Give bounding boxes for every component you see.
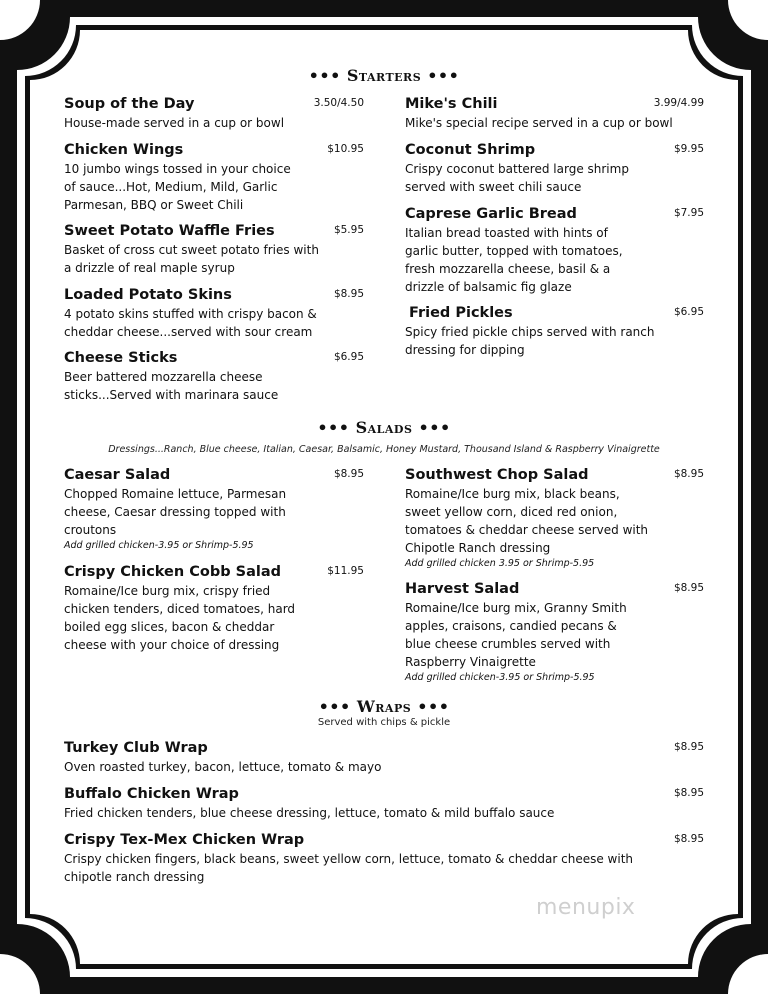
item-price: $8.95 — [673, 741, 704, 753]
item-description: Fried chicken tenders, blue cheese dressing, lettuce, tomato & mild buffalo sauce — [64, 806, 555, 820]
menu-item — [64, 348, 364, 404]
item-name: Turkey Club Wrap — [64, 740, 208, 756]
item-add-on-note: Add grilled chicken 3.95 or Shrimp-5.95 — [405, 558, 595, 569]
menu-item — [64, 94, 364, 132]
menu-item — [405, 140, 704, 196]
menu-item — [64, 784, 704, 822]
item-description: 4 potato skins stuffed with crispy bacon & cheddar cheese...served with sour cream — [64, 307, 317, 339]
item-name: Crispy Tex-Mex Chicken Wrap — [64, 832, 305, 848]
item-price: $8.95 — [673, 787, 704, 799]
salads-dressings-note: Dressings...Ranch, Blue cheese, Italian, Caesar, Balsamic, Honey Mustard, Thousand Island & Raspberry Vinaigrette — [108, 444, 660, 455]
menu-item — [64, 221, 364, 277]
item-description: Oven roasted turkey, bacon, lettuce, tomato & mayo — [64, 760, 382, 774]
menu-item — [405, 579, 704, 685]
item-price: $8.95 — [673, 582, 704, 594]
item-name: Coconut Shrimp — [405, 142, 536, 158]
item-price: 3.99/4.99 — [653, 97, 704, 109]
menu-item — [64, 830, 704, 886]
item-description: Crispy chicken fingers, black beans, sweet yellow corn, lettuce, tomato & cheddar cheese with chipotle ranch dressing — [64, 852, 634, 884]
item-name: Fried Pickles — [409, 305, 513, 321]
item-price: $6.95 — [673, 306, 704, 318]
item-price: $5.95 — [333, 224, 364, 236]
menu-item — [64, 465, 364, 553]
menupix-watermark: menupix — [536, 895, 636, 920]
wraps-subtitle: Served with chips & pickle — [317, 717, 451, 728]
item-description: Spicy fried pickle chips served with ranch dressing for dipping — [405, 325, 655, 357]
starters-heading: ••• Starters ••• — [308, 66, 460, 85]
item-price: $8.95 — [673, 468, 704, 480]
item-price: $7.95 — [673, 207, 704, 219]
item-price: $11.95 — [327, 565, 364, 577]
menu-item — [64, 140, 364, 214]
item-description: Italian bread toasted with hints of garlic butter, topped with tomatoes, fresh mozzarella cheese, basil & a drizzle of balsamic fig glaze — [405, 226, 623, 294]
item-add-on-note: Add grilled chicken-3.95 or Shrimp-5.95 — [64, 540, 254, 551]
item-name: Crispy Chicken Cobb Salad — [64, 564, 282, 580]
menu-item — [64, 738, 704, 776]
item-price: $10.95 — [327, 143, 364, 155]
item-name: Buffalo Chicken Wrap — [64, 786, 239, 802]
menu-item — [64, 562, 364, 654]
menu-item — [405, 204, 704, 296]
item-name: Harvest Salad — [405, 581, 520, 597]
item-name: Soup of the Day — [64, 96, 195, 112]
item-name: Loaded Potato Skins — [64, 287, 232, 303]
item-description: Beer battered mozzarella cheese sticks...Served with marinara sauce — [64, 370, 279, 402]
item-description: 10 jumbo wings tossed in your choice of sauce...Hot, Medium, Mild, Garlic Parmesan, BBQ or Sweet Chili — [64, 162, 291, 212]
item-name: Cheese Sticks — [64, 350, 178, 366]
salads-heading: ••• Salads ••• — [317, 418, 451, 437]
item-price: $6.95 — [333, 351, 364, 363]
menu-item — [405, 94, 704, 132]
item-name: Mike's Chili — [405, 96, 498, 112]
item-name: Chicken Wings — [64, 142, 184, 158]
item-description: Crispy coconut battered large shrimp served with sweet chili sauce — [405, 162, 629, 194]
item-description: House-made served in a cup or bowl — [64, 116, 285, 130]
item-description: Mike's special recipe served in a cup or bowl — [405, 116, 673, 130]
item-name: Southwest Chop Salad — [405, 467, 589, 483]
item-description: Basket of cross cut sweet potato fries with a drizzle of real maple syrup — [64, 243, 319, 275]
item-description: Romaine/Ice burg mix, crispy fried chicken tenders, diced tomatoes, hard boiled egg slices, bacon & cheddar cheese with your choice of dressing — [64, 584, 296, 652]
item-description: Romaine/Ice burg mix, black beans, sweet yellow corn, diced red onion, tomatoes & cheddar cheese served with Chipotle Ranch dressing — [405, 487, 649, 555]
menu-item — [64, 285, 364, 341]
menu-item — [405, 303, 704, 359]
menu-item — [405, 465, 704, 571]
item-name: Caesar Salad — [64, 467, 171, 483]
item-description: Romaine/Ice burg mix, Granny Smith apples, craisons, candied pecans & blue cheese crumbles served with Raspberry Vinaigrette — [405, 601, 627, 669]
item-price: $8.95 — [333, 468, 364, 480]
wraps-heading: ••• Wraps ••• — [318, 697, 450, 716]
item-description: Chopped Romaine lettuce, Parmesan cheese, Caesar dressing topped with croutons — [64, 487, 287, 537]
item-add-on-note: Add grilled chicken-3.95 or Shrimp-5.95 — [405, 672, 595, 683]
item-name: Caprese Garlic Bread — [405, 206, 577, 222]
item-name: Sweet Potato Waffle Fries — [64, 223, 275, 239]
item-price: 3.50/4.50 — [313, 97, 364, 109]
item-price: $8.95 — [333, 288, 364, 300]
item-price: $9.95 — [673, 143, 704, 155]
item-price: $8.95 — [673, 833, 704, 845]
